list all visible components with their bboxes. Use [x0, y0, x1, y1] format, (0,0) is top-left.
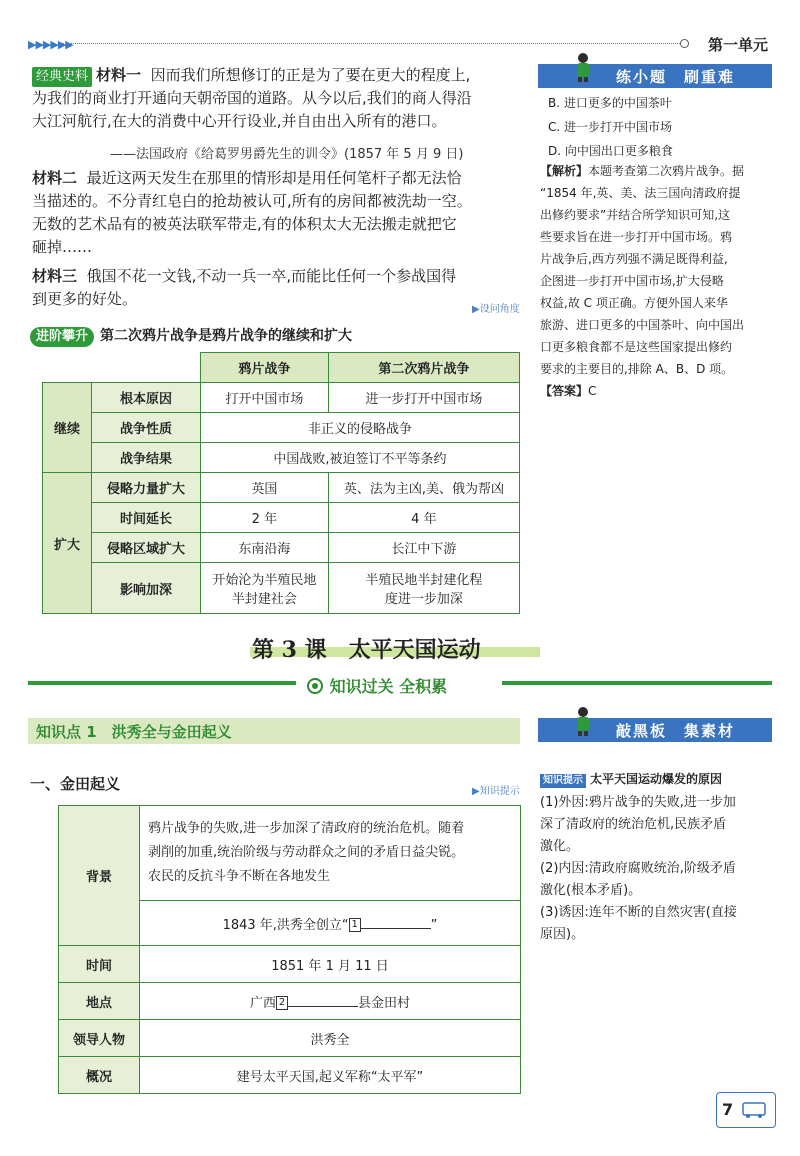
advance-tag: 进阶攀升	[30, 327, 94, 347]
classic-source-tag: 经典史料	[32, 67, 92, 87]
blank-number: 1	[349, 918, 361, 932]
group-continue: 继续	[43, 383, 92, 473]
bus-icon	[742, 1100, 766, 1120]
analysis-line: 些要求旨在进一步打开中国市场。鸦	[540, 230, 733, 244]
cause-heading-text: 太平天国运动爆发的原因	[590, 772, 723, 786]
unit-title: 第一单元	[708, 36, 769, 54]
cell-line: 鸦片战争的失败,进一步加深了清政府的统治危机。随着	[148, 821, 465, 836]
fill-blank[interactable]	[288, 1006, 358, 1007]
cell-text: 1843 年,洪秀全创立“	[222, 917, 349, 933]
material-one	[32, 64, 520, 133]
cause-heading	[540, 768, 772, 790]
material-two-text: 当描述的。不分青红皂白的抢劫被认可,所有的房间都被洗劫一空。	[32, 192, 472, 210]
analysis-line: 权益,故 C 项正确。方便外国人来华	[540, 296, 728, 310]
cell: 建号太平天国,起义军称“太平军”	[140, 1057, 521, 1094]
cause-line: 深了清政府的统治危机,民族矛盾	[540, 817, 727, 832]
row-label: 影响加深	[92, 563, 201, 614]
section-title	[306, 674, 447, 697]
cell: 长江中下游	[328, 533, 519, 563]
cause-line: (3)诱因:连年不断的自然灾害(直接	[540, 905, 737, 920]
cell: 4 年	[328, 503, 519, 533]
cell-line: 半殖民地半封建化程	[365, 573, 483, 588]
answer-value: C	[588, 384, 597, 398]
cell-line: 开始沦为半殖民地	[212, 573, 317, 588]
material-two-text: 砸掉……	[32, 238, 93, 256]
analysis-line: 口更多粮食都不是这些国家提出修约	[540, 340, 733, 354]
analysis-line: 旅游、进口更多的中国茶叶、向中国出	[540, 318, 745, 332]
material-three-text: 到更多的好处。	[32, 290, 138, 308]
founding-cell	[140, 901, 521, 946]
row-label: 领导人物	[59, 1020, 140, 1057]
knowledge-hint-tag: 知识提示	[540, 774, 586, 788]
cell: 英、法为主凶,美、俄为帮凶	[328, 473, 519, 503]
teacher-figure-icon	[572, 706, 594, 736]
practice-panel-title: 练小题 刷重难	[616, 68, 736, 86]
lesson-title: 第 3 课 太平天国运动	[252, 637, 481, 663]
option-c: C. 进一步打开中国市场	[548, 120, 673, 134]
material-two-text: 最近这两天发生在那里的情形却是用任何笔杆子都无法恰	[86, 169, 462, 187]
table-corner	[43, 353, 201, 383]
material-three-label: 材料三	[32, 267, 78, 285]
row-label: 概况	[59, 1057, 140, 1094]
section-title-text: 知识过关 全积累	[329, 677, 448, 696]
cell: 洪秀全	[140, 1020, 521, 1057]
material-three	[32, 265, 520, 311]
cause-line: 激化。	[540, 839, 580, 854]
row-label: 战争性质	[92, 413, 201, 443]
material-two-text: 无数的艺术品有的被英法联军带走,有的体积太大无法搬走就把它	[32, 215, 457, 233]
cell-line: 农民的反抗斗争不断在各地发生	[148, 869, 331, 884]
analysis-line: “1854 年,英、美、法三国向清政府提	[540, 186, 741, 200]
material-two	[32, 167, 520, 259]
advance-title-text: 第二次鸦片战争是鸦片战争的继续和扩大	[100, 328, 353, 344]
blackboard-panel-header	[538, 718, 772, 742]
group-expand: 扩大	[43, 473, 92, 614]
header-divider	[62, 43, 682, 44]
analysis-line: 要求的主要目的,排除 A、B、D 项。	[540, 362, 734, 376]
col-header-second-opium-war: 第二次鸦片战争	[328, 353, 519, 383]
knowledge-hint-link[interactable]: ▶知识提示	[472, 786, 520, 797]
cell: 中国战败,被迫签订不平等条约	[201, 443, 520, 473]
option-b: B. 进口更多的中国茶叶	[548, 96, 672, 110]
blackboard-panel-title: 敲黑板 集素材	[616, 722, 736, 740]
material-one-label: 材料一	[96, 66, 142, 84]
page-number: 7	[722, 1100, 734, 1119]
analysis-line: 本题考查第二次鸦片战争。据	[588, 164, 745, 178]
material-two-label: 材料二	[32, 169, 78, 187]
student-figure-icon	[572, 52, 594, 82]
row-label: 战争结果	[92, 443, 201, 473]
question-angle-link[interactable]: ▶设问角度	[472, 304, 520, 315]
analysis-line: 片战争后,西方列强不满足既得利益,	[540, 252, 728, 266]
material-one-text: 为我们的商业打开通向天朝帝国的道路。从今以后,我们的商人得沿	[32, 89, 472, 107]
cell	[328, 563, 519, 614]
analysis-line: 出修约要求”并结合所学知识可知,这	[540, 208, 731, 222]
jintian-uprising-table	[58, 805, 521, 1094]
material-one-source: ——法国政府《给葛罗男爵先生的训令》(1857 年 5 月 9 日)	[110, 147, 464, 162]
cell: 东南沿海	[201, 533, 329, 563]
cell: 1851 年 1 月 11 日	[140, 946, 521, 983]
header-arrows: ▶▶▶▶▶▶	[28, 38, 73, 51]
swirl-icon	[306, 677, 324, 695]
cell-line: 半封建社会	[231, 592, 297, 607]
cell-text: 广西	[249, 995, 276, 1011]
comparison-table	[42, 352, 520, 614]
advance-title	[30, 325, 352, 347]
row-label: 时间	[59, 946, 140, 983]
cell-text: 县金田村	[358, 995, 411, 1011]
cell: 进一步打开中国市场	[328, 383, 519, 413]
cause-line: (1)外因:鸦片战争的失败,进一步加	[540, 795, 736, 810]
analysis-block	[540, 160, 772, 402]
material-one-text: 大江河航行,在大的消费中心开行设业,并自由出入所有的港口。	[32, 112, 447, 130]
cell-text: ”	[430, 917, 438, 933]
material-one-text: 因而我们所想修订的正是为了要在更大的程度上,	[150, 66, 471, 84]
col-header-opium-war: 鸦片战争	[201, 353, 329, 383]
cause-line: 激化(根本矛盾)。	[540, 883, 642, 898]
cell-line: 度进一步加深	[384, 592, 463, 607]
answer-label: 【答案】	[540, 384, 589, 398]
analysis-line: 企图进一步打开中国市场,扩大侵略	[540, 274, 724, 288]
cell	[201, 563, 329, 614]
background-cell	[140, 806, 521, 901]
material-three-text: 俄国不花一文钱,不动一兵一卒,而能比任何一个参战国得	[86, 267, 457, 285]
cell-line: 剥削的加重,统治阶级与劳动群众之间的矛盾日益尖锐。	[148, 845, 465, 860]
cell: 2 年	[201, 503, 329, 533]
row-label: 时间延长	[92, 503, 201, 533]
row-label: 侵略力量扩大	[92, 473, 201, 503]
row-label: 根本原因	[92, 383, 201, 413]
subsection-heading: 一、金田起义	[30, 775, 121, 793]
knowledge-point-title: 知识点 1 洪秀全与金田起义	[36, 723, 232, 741]
blank-number: 2	[276, 996, 288, 1010]
analysis-label: 【解析】	[540, 164, 589, 178]
option-d: D. 向中国出口更多粮食	[548, 144, 673, 158]
cell: 非正义的侵略战争	[201, 413, 520, 443]
cell: 英国	[201, 473, 329, 503]
cause-line: 原因)。	[540, 927, 585, 942]
row-label: 背景	[59, 806, 140, 946]
row-label: 侵略区域扩大	[92, 533, 201, 563]
practice-panel-header	[538, 64, 772, 88]
fill-blank[interactable]	[361, 928, 431, 929]
header-dot	[680, 39, 689, 48]
cause-list	[540, 792, 772, 946]
cell: 打开中国市场	[201, 383, 329, 413]
place-cell	[140, 983, 521, 1020]
cause-line: (2)内因:清政府腐败统治,阶级矛盾	[540, 861, 736, 876]
row-label: 地点	[59, 983, 140, 1020]
